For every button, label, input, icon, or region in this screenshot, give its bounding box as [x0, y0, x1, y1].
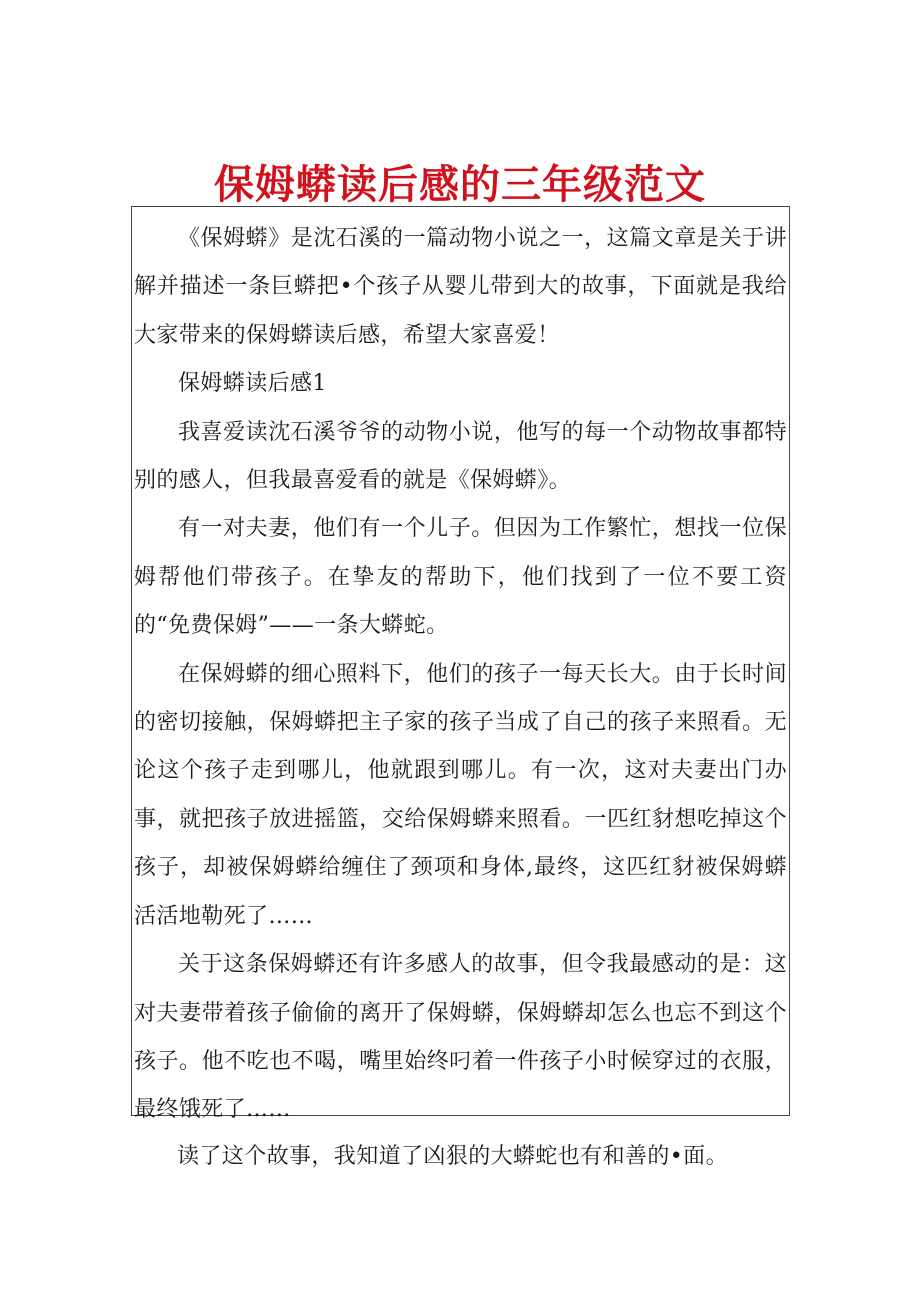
essay-paragraph: 有一对夫妻，他们有一个儿子。但因为工作繁忙，想找一位保姆帮他们带孩子。在挚友的帮助下，他们找到了一位不要工资的“免费保姆”——一条大蟒蛇。 — [134, 516, 787, 639]
essay-paragraph: 在保姆蟒的细心照料下，他们的孩子一每天长大。由于长时间的密切接触，保姆蟒把主子家的孩子当成了自己的孩子来照看。无论这个孩子走到哪儿，他就跟到哪儿。有一次，这对夫妻出门办事，就把孩子放进摇篮，交给保姆蟒来照看。一匹红豺想吃掉这个孩子，却被保姆蟒给缠住了颈项和身体,最终，这匹红豺被保姆蟒活活地勒死了…… — [134, 661, 787, 929]
page-title: 保姆蟒读后感的三年级范文 — [214, 160, 706, 208]
essay-heading: 保姆蟒读后感1 — [178, 371, 327, 397]
closing-paragraph: 读了这个故事，我知道了凶狠的大蟒蛇也有和善的•面。 — [177, 1144, 728, 1169]
essay-box — [131, 206, 790, 1123]
essay-paragraph: 我喜爱读沈石溪爷爷的动物小说，他写的每一个动物故事都特别的感人，但我最喜爱看的就是《保姆蟒》。 — [134, 419, 787, 494]
essay-paragraph: 关于这条保姆蟒还有许多感人的故事，但令我最感动的是：这对夫妻带着孩子偷偷的离开了保姆蟒，保姆蟒却怎么也忘不到这个孩子。他不吃也不喝，嘴里始终叼着一件孩子小时候穿过的衣服，最终饿死了…… — [134, 952, 787, 1123]
intro-paragraph: 《保姆蟒》是沈石溪的一篇动物小说之一，这篇文章是关于讲解并描述一条巨蟒把•个孩子从婴儿带到大的故事，下面就是我给大家带来的保姆蟒读后感，希望大家喜爱！ — [134, 226, 787, 348]
